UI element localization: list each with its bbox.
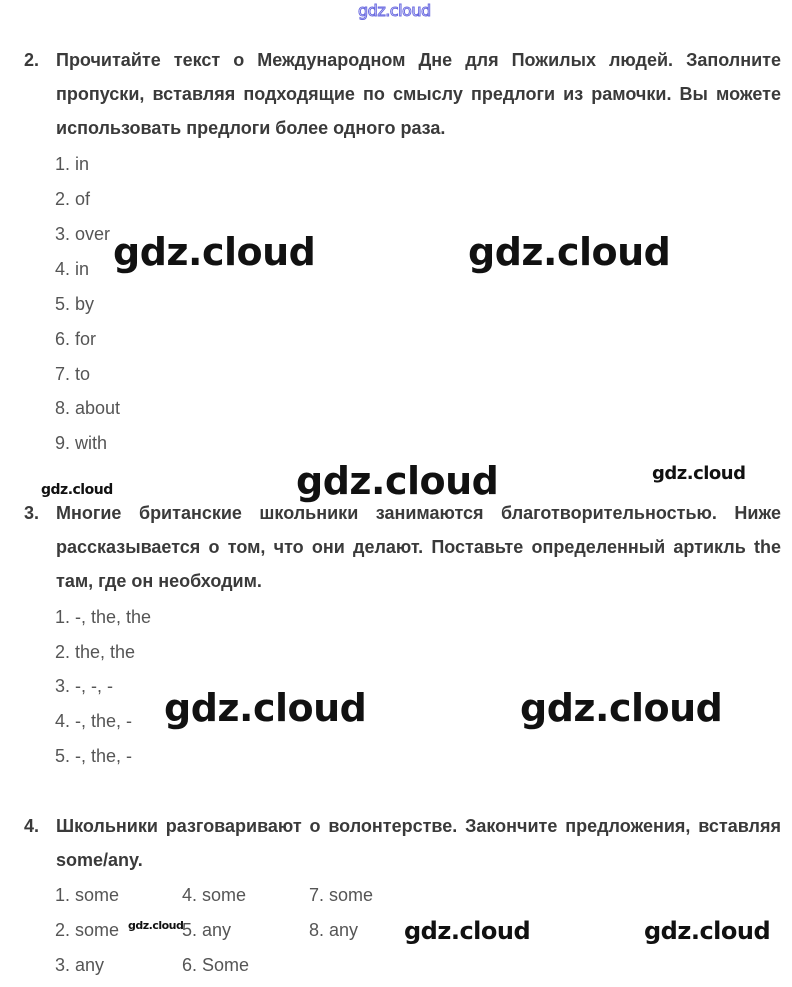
task-2-answer: 7. to <box>55 364 91 384</box>
task-3-instructions: Многие британские школьники занимаются благотворительностью. Ниже рассказывается о том, что они делают. Поставьте определенный артикль the там, где он необходим. <box>56 503 781 591</box>
task-4-answer: 4. some <box>182 885 247 905</box>
task-4-instructions: Школьники разговаривают о волонтерстве. Закончите предложения, вставляя some/any. <box>56 816 781 870</box>
watermark: gdz.cloud <box>296 459 499 503</box>
watermark: gdz.cloud <box>404 917 531 945</box>
task-4-answer: 8. any <box>309 920 359 940</box>
task-3-answer: 1. -, the, the <box>55 607 152 627</box>
watermark: gdz.cloud <box>644 917 771 945</box>
task-4-answer: 7. some <box>309 885 374 905</box>
task-4-answer: 3. any <box>55 955 105 975</box>
task-2-answer: 1. in <box>55 154 90 174</box>
task-3-answer: 3. -, -, - <box>55 676 113 696</box>
watermark: gdz.cloud <box>164 686 367 730</box>
task-4-answer: 1. some <box>55 885 120 905</box>
task-4-answer: 6. Some <box>182 955 250 975</box>
task-2-answer: 9. with <box>55 433 108 453</box>
task-2-number: 2. <box>24 50 40 70</box>
task-3-number: 3. <box>24 503 40 523</box>
task-3-answer: 4. -, the, - <box>55 711 133 731</box>
task-2-answer: 8. about <box>55 398 121 418</box>
task-2-answer: 4. in <box>55 259 90 279</box>
watermark: gdz.cloud <box>113 230 316 274</box>
task-4-number: 4. <box>24 816 40 836</box>
task-2-instructions: Прочитайте текст о Международном Дне для Пожилых людей. Заполните пропуски, вставляя подходящие по смыслу предлоги из рамочки. Вы можете использовать предлоги более одного раза. <box>56 50 781 138</box>
task-2-answer: 6. for <box>55 329 97 349</box>
top-watermark: gdz.cloud <box>358 1 431 20</box>
watermark: gdz.cloud <box>41 482 113 498</box>
watermark: gdz.cloud <box>652 463 746 484</box>
task-4-answer: 5. any <box>182 920 232 940</box>
task-2-answer: 2. of <box>55 189 91 209</box>
watermark: gdz.cloud <box>468 230 671 274</box>
task-3-answer: 5. -, the, - <box>55 746 133 766</box>
watermark: gdz.cloud <box>128 919 184 932</box>
task-2-answer: 5. by <box>55 294 95 314</box>
watermark: gdz.cloud <box>520 686 723 730</box>
task-4-answer: 2. some <box>55 920 120 940</box>
task-3-answer: 2. the, the <box>55 642 136 662</box>
task-2-answer: 3. over <box>55 224 111 244</box>
